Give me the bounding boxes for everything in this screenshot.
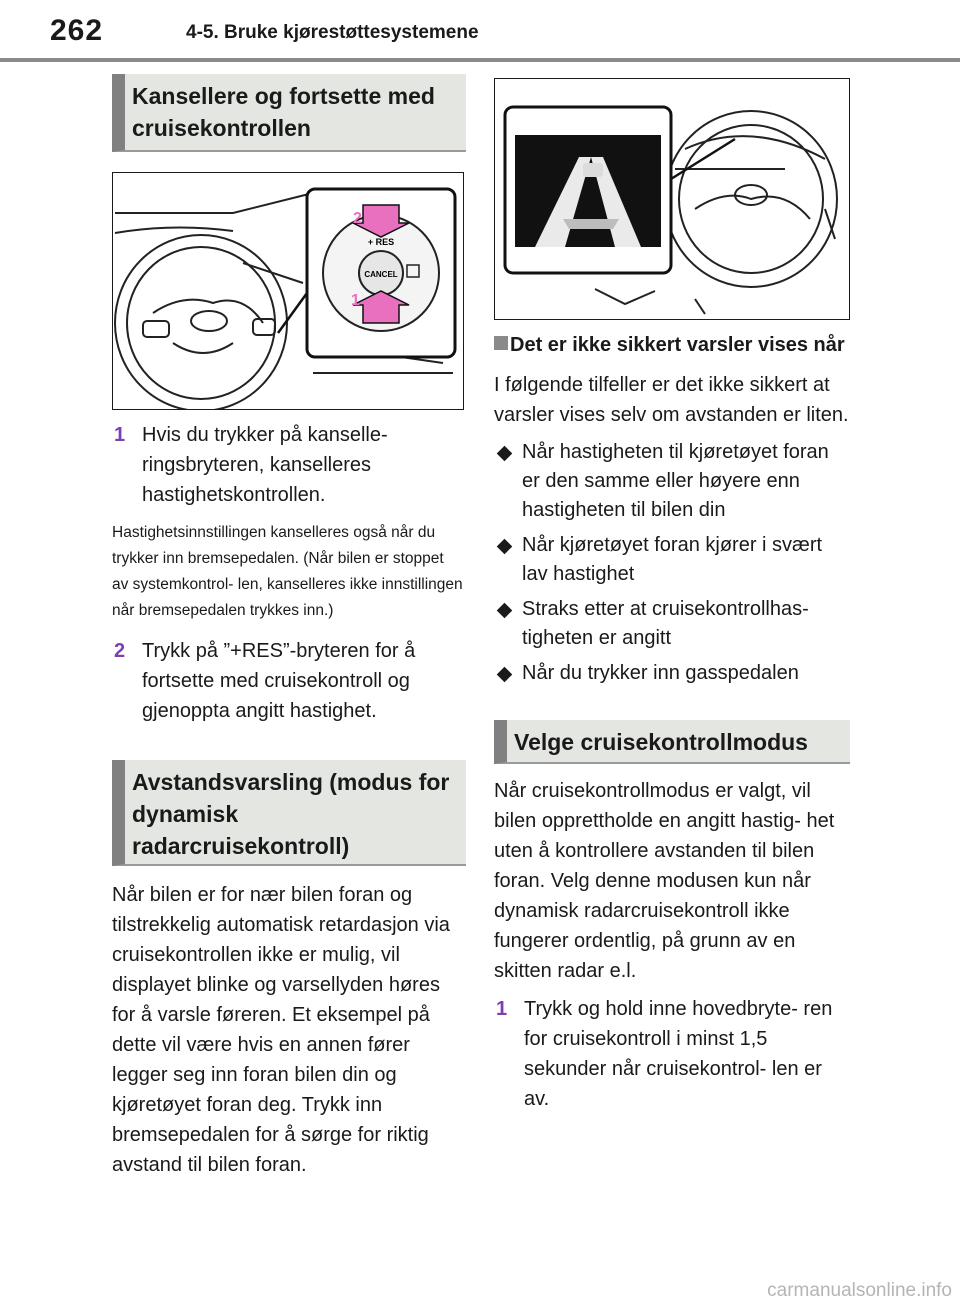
cruise-mode-paragraph: Når cruisekontrollmodus er valgt, vil bilen opprettholde en angitt hastig- het uten å kontrollere avstanden til bilen foran. Velg denne modusen kun når dynamisk radarcruisekontroll ikke fungerer ordentlig, på grunn av en skitten radar e.l. <box>494 780 835 982</box>
left-column <box>112 74 466 1180</box>
bullet-item: Når hastigheten til kjøretøyet foran er den samme eller høyere enn hastigheten til bilen din <box>494 438 850 525</box>
diamond-bullet-icon <box>497 539 513 555</box>
subheading-warning-may-not-show <box>494 330 850 360</box>
step-number: 2 <box>114 640 126 662</box>
step-text: Hvis du trykker på kanselle- ringsbryteren, kanselleres hastighetskontrollen. <box>142 424 388 506</box>
dashboard-display-illustration <box>495 79 849 319</box>
bullet-item: Når du trykker inn gasspedalen <box>494 659 850 688</box>
section-title: 4-5. Bruke kjørestøttesystemene <box>186 22 479 43</box>
heading-select-cruise-mode: Velge cruisekontrollmodus <box>494 720 850 764</box>
page-header <box>0 0 960 62</box>
distance-warning-paragraph: Når bilen er for nær bilen foran og tilstrekkelig automatisk retardasjon via cruisekontrollen ikke er mulig, vil displayet blinke og varsellyden høres for å varsle føreren. Et eksempel på dette vil være hvis en annen fører legger seg inn foran bilen din og kjøretøyet foran deg. Trykk inn bremsepedalen for å sørge for riktig avstand til bilen foran. <box>112 884 450 1176</box>
note-brake-cancel: Hastighetsinnstillingen kanselleres også når du trykker inn bremsepedalen. (Når bilen er stoppet av systemkontrol- len, kanselleres ikke innstillingen når bremsepedalen trykkes inn.) <box>112 524 463 619</box>
step-number: 1 <box>496 998 508 1020</box>
step-1-hold-main-switch <box>494 994 850 1114</box>
warning-conditions-paragraph: I følgende tilfeller er det ikke sikkert at varsler vises selv om avstanden er liten. <box>494 374 849 426</box>
diamond-bullet-icon <box>497 446 513 462</box>
vehicle-ahead-icon <box>583 163 603 177</box>
res-switch-label: + RES <box>367 237 395 247</box>
heading-cancel-resume: Kansellere og fortsette med cruisekontrollen <box>112 74 466 152</box>
diamond-bullet-icon <box>497 603 513 619</box>
step-text: Trykk og hold inne hovedbryte- ren for cruisekontroll i minst 1,5 sekunder når cruisekontrol- len er av. <box>524 998 833 1110</box>
step-1-cancel <box>112 420 466 510</box>
diamond-bullet-icon <box>497 667 513 683</box>
step-number: 1 <box>114 424 126 446</box>
square-bullet-icon <box>494 336 508 350</box>
bullet-item: Straks etter at cruisekontrollhas- tigheten er angitt <box>494 595 850 653</box>
step-text: Trykk på ”+RES”-bryteren for å fortsette med cruisekontroll og gjenoppta angitt hastighet. <box>142 640 416 722</box>
callout-number-1: 1 <box>351 292 360 309</box>
right-column <box>494 78 850 1114</box>
cancel-switch-label: CANCEL <box>364 270 398 279</box>
watermark: carmanualsonline.info <box>767 1280 952 1301</box>
callout-number-2: 2 <box>353 210 362 227</box>
heading-distance-warning: Avstandsvarsling (modus for dynamisk radarcruisekontroll) <box>112 760 466 866</box>
header-rule <box>0 58 960 62</box>
subheading-text: Det er ikke sikkert varsler vises når <box>510 334 845 356</box>
bullet-item: Når kjøretøyet foran kjører i svært lav hastighet <box>494 531 850 589</box>
steering-wheel-illustration <box>113 173 463 409</box>
multi-info-display <box>515 135 661 247</box>
step-2-resume <box>112 636 466 726</box>
display-figure <box>494 78 850 320</box>
page-number: 262 <box>50 14 104 47</box>
steering-wheel-figure <box>112 172 464 410</box>
